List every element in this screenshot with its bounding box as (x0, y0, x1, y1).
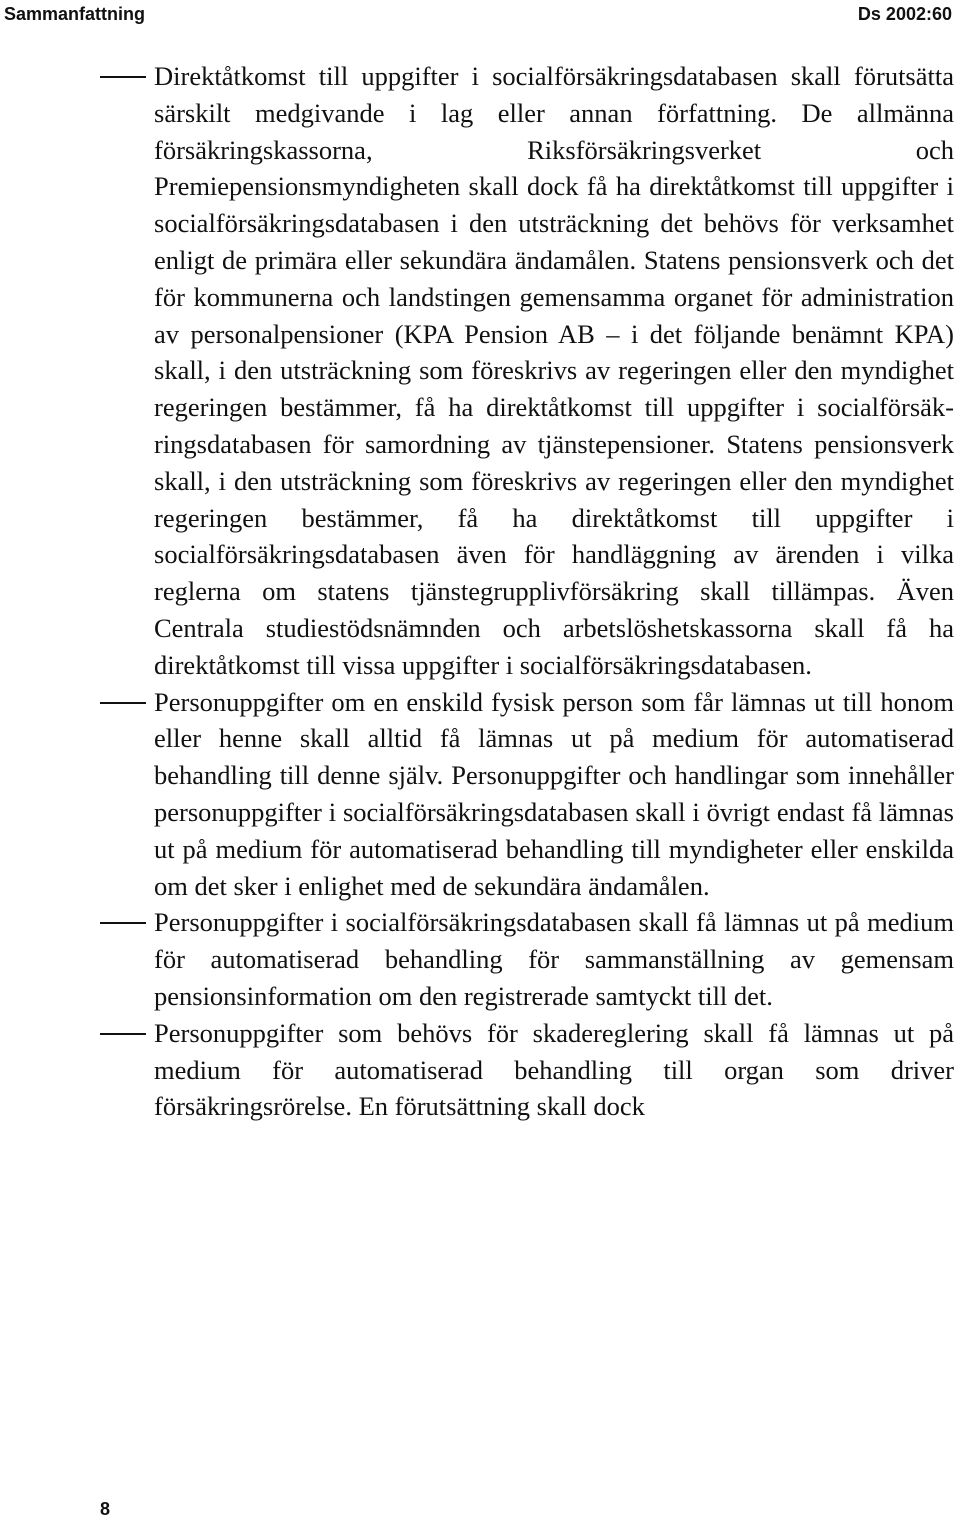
dash-bullet (100, 1033, 146, 1035)
dash-bullet (100, 922, 146, 924)
dash-bullet (100, 76, 146, 78)
document-id: Ds 2002:60 (857, 4, 952, 24)
body-text (100, 58, 954, 1125)
list-item-text: Personuppgifter i socialförsäkringsdatabasen skall få lämnas ut på medium för automatiserad behandling för sammanställning av gemensam pensionsinformation om den registrerade samtyckt till det. (154, 907, 954, 1011)
list-item (100, 58, 954, 684)
list-item (100, 904, 954, 1014)
list-item-text: Personuppgifter som behövs för skadereglering skall få lämnas ut på medium för automatiserad behandling till organ som driver försäkringsrörelse. En förutsättning skall dock (154, 1017, 954, 1122)
list-item (100, 684, 954, 905)
page-number: 8 (100, 1499, 111, 1519)
section-title: Sammanfattning (4, 4, 146, 24)
dash-bullet (100, 702, 146, 704)
list-item-text: Direktåtkomst till uppgifter i socialförsäkringsdatabasen skall förutsätta särskilt medgivande i lag eller annan författning. De allmänna försäkringskassorna, Riksförsäkringsverket och Premiepensionsmyndigheten skall dock få ha direktåtkomst till uppgifter i socialförsäkringsdatabasen i den utsträckning det behövs för verksamhet enligt de primära eller sekundära ändamålen. Statens pensionsverk och det för kommunerna och landstingen gemensamma organet för administration av personalpensioner (KPA Pension AB – i det följande benämnt KPA) skall, i den utsträckning som föreskrivs av regeringen eller den myndighet regeringen bestämmer, få ha direktåtkomst till uppgifter i socialförsäkringsdatabasen för samordning av tjänstepensioner. Statens pensionsverk skall, i den utsträckning som föreskrivs av regeringen eller den myndighet regeringen bestämmer, få ha direktåtkomst till uppgifter i socialförsäkringsdatabasen även för handläggning av ärenden i vilka reglerna om statens tjänstegrupplivförsäkring skall tillämpas. Även Centrala studiestödsnämnden och arbetslöshetskassorna skall få ha direktåtkomst till vissa uppgifter i socialförsäkringsdatabasen. (154, 61, 954, 680)
list-item-text: Personuppgifter om en enskild fysisk person som får lämnas ut till honom eller henne skall alltid få lämnas ut på medium för automatiserad behandling till denne själv. Personuppgifter och handlingar som innehåller personuppgifter i socialförsäkringsdatabasen skall i övrigt endast få lämnas ut på medium för automatiserad behandling till myndigheter eller enskilda om det sker i enlighet med de sekundära ändamålen. (154, 686, 954, 901)
list-item (100, 1015, 954, 1125)
running-header (4, 2, 952, 26)
